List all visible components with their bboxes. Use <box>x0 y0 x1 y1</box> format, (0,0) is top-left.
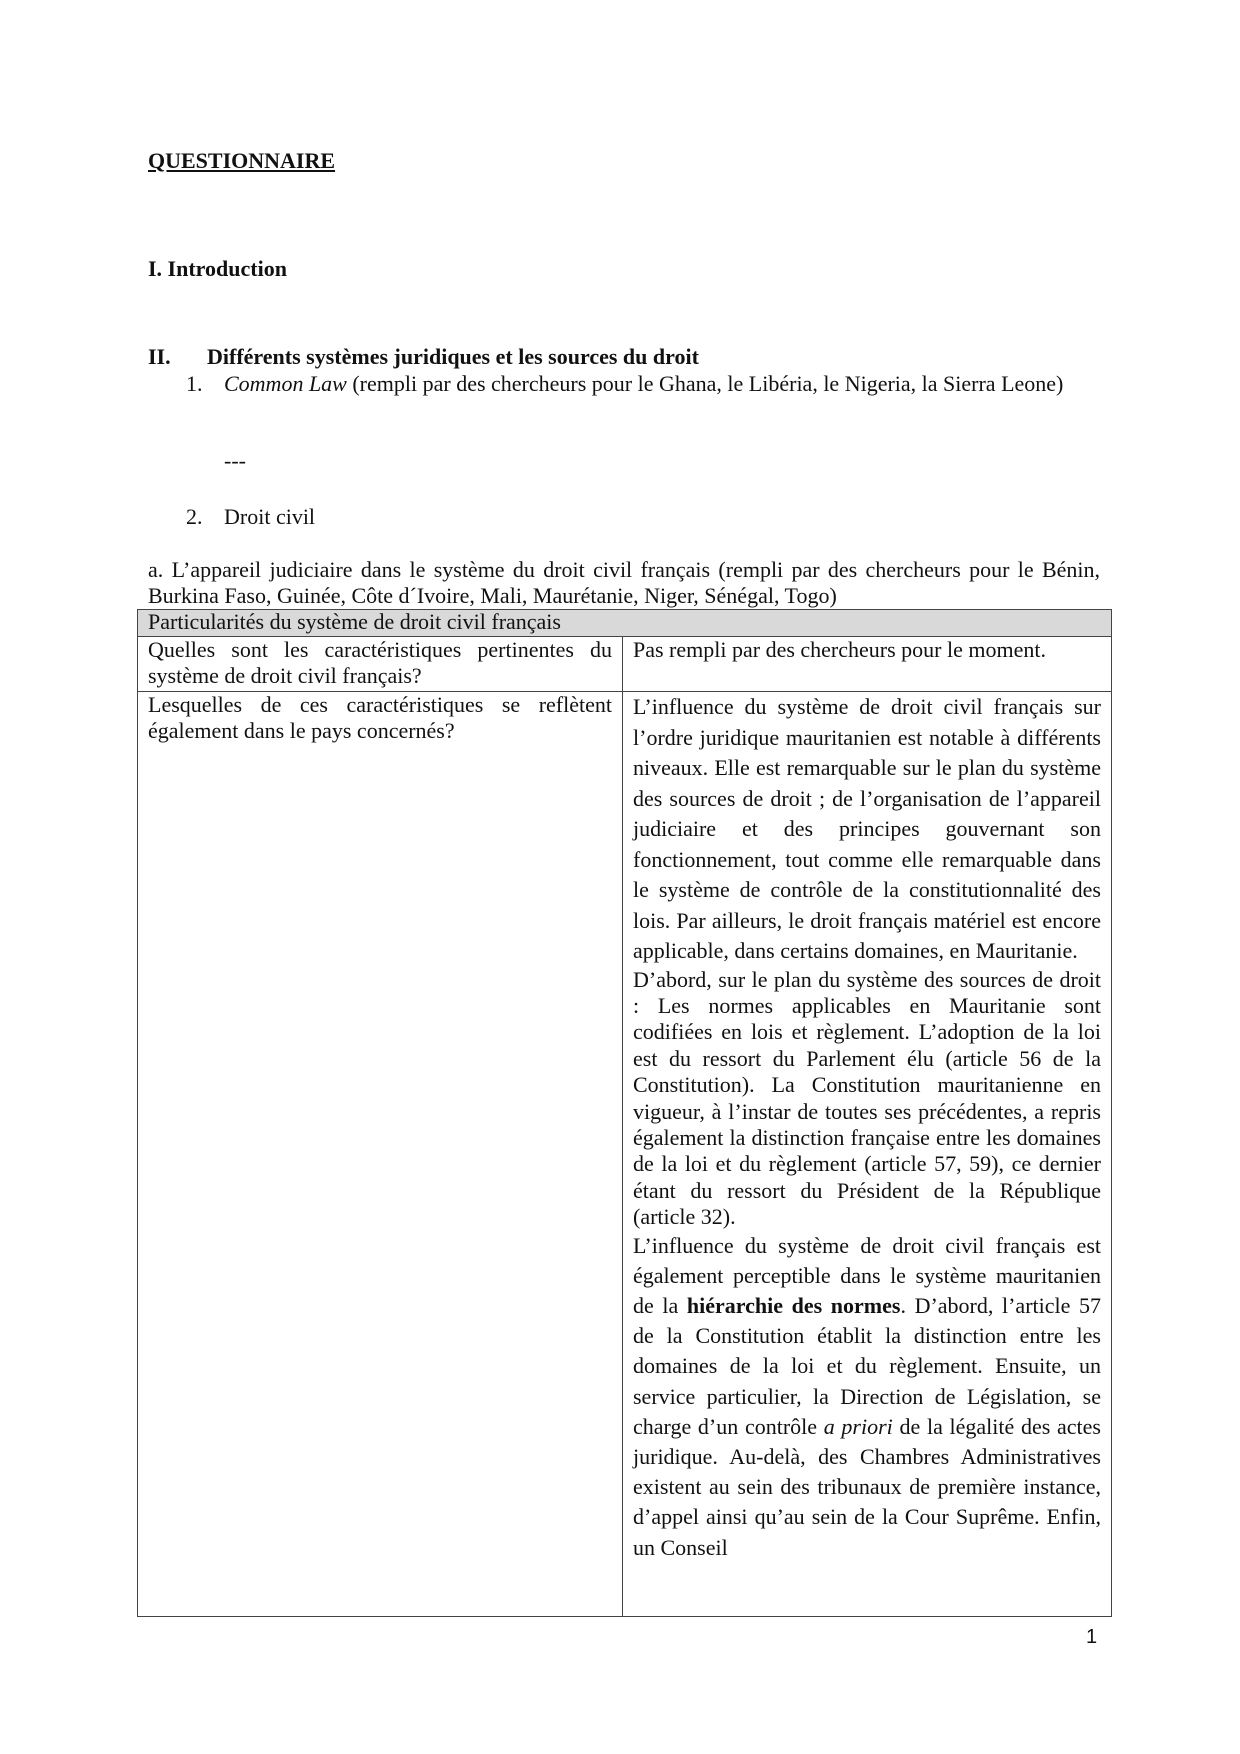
section-introduction-heading: I. Introduction <box>148 256 287 281</box>
page-number: 1 <box>1086 1626 1098 1648</box>
section-2-number: II. <box>148 344 171 369</box>
answer-p3-text: de la légalité des actes juridique. Au-delà, des Chambres Administratives existent au sein des tribunaux de première instance, d’appel ainsi qu’au sein de la Cour Suprême. Enfin, un Conseil <box>633 1413 1101 1560</box>
placeholder-dashes: --- <box>224 448 246 473</box>
list-item-1-description: (rempli par des chercheurs pour le Ghana, le Libéria, le Nigeria, la Sierra Leone) <box>346 371 1064 396</box>
list-item-1-number: 1. <box>186 371 203 396</box>
answer-paragraph-2: D’abord, sur le plan du système des sources de droit : Les normes applicables en Mauritanie sont codifiées en lois et règlement. L’adoption de la loi est du ressort du Parlement élu (article 56 de la Constitution). La Constitution mauritanienne en vigueur, à l’instar de toutes ses précédentes, a repris également la distinction française entre les domaines de la loi et du règlement (article 57, 59), ce dernier étant du ressort du Président de la République (article 32). <box>633 966 1101 1230</box>
answer-cell-2 <box>623 692 1112 1617</box>
answer-p3-text: . D’abord, l’article 57 de la Constitution établit la distinction entre les domaines de la loi et du règlement. Ensuite, un service particulier, la Direction de Législation, se charge d’un contrôle <box>633 1292 1101 1439</box>
table-header-row <box>138 610 1112 637</box>
question-cell-2: Lesquelles de ces caractéristiques se reflètent également dans le pays concernés? <box>138 692 623 1617</box>
list-item-1-text <box>224 371 1100 397</box>
table-row <box>138 692 1112 1617</box>
hierarchy-of-norms-term: hiérarchie des normes <box>686 1292 901 1318</box>
document-title: QUESTIONNAIRE <box>148 148 336 173</box>
table-header-cell: Particularités du système de droit civil français <box>138 610 1112 637</box>
list-item-2-text: Droit civil <box>224 504 316 529</box>
list-item-2-number: 2. <box>186 504 203 529</box>
answer-paragraph-1: L’influence du système de droit civil français sur l’ordre juridique mauritanien est notable à différents niveaux. Elle est remarquable sur le plan du système des sources de droit ; de l’organisation de l’appareil judiciaire et des principes gouvernant son fonctionnement, tout comme elle remarquable dans le système de contrôle de la constitutionnalité des lois. Par ailleurs, le droit français matériel est encore applicable, dans certains domaines, en Mauritanie. <box>633 694 1101 963</box>
section-2-heading: Différents systèmes juridiques et les sources du droit <box>207 344 699 369</box>
table-row <box>138 637 1112 692</box>
a-priori-term: a priori <box>823 1413 893 1439</box>
common-law-term: Common Law <box>224 371 347 396</box>
answer-paragraph-3 <box>633 1231 1101 1563</box>
answer-cell-1: Pas rempli par des chercheurs pour le moment. <box>623 637 1112 692</box>
answer-p3-text: L’influence du système de droit civil français est également perceptible dans le système mauritanien de la <box>633 1232 1101 1318</box>
civil-law-table <box>137 609 1112 1617</box>
question-cell-1: Quelles sont les caractéristiques pertinentes du système de droit civil français? <box>138 637 623 692</box>
paragraph-a: a. L’appareil judiciaire dans le système du droit civil français (rempli par des chercheurs pour le Bénin, Burkina Faso, Guinée, Côte d´Ivoire, Mali, Maurétanie, Niger, Sénégal, Togo) <box>148 557 1100 608</box>
